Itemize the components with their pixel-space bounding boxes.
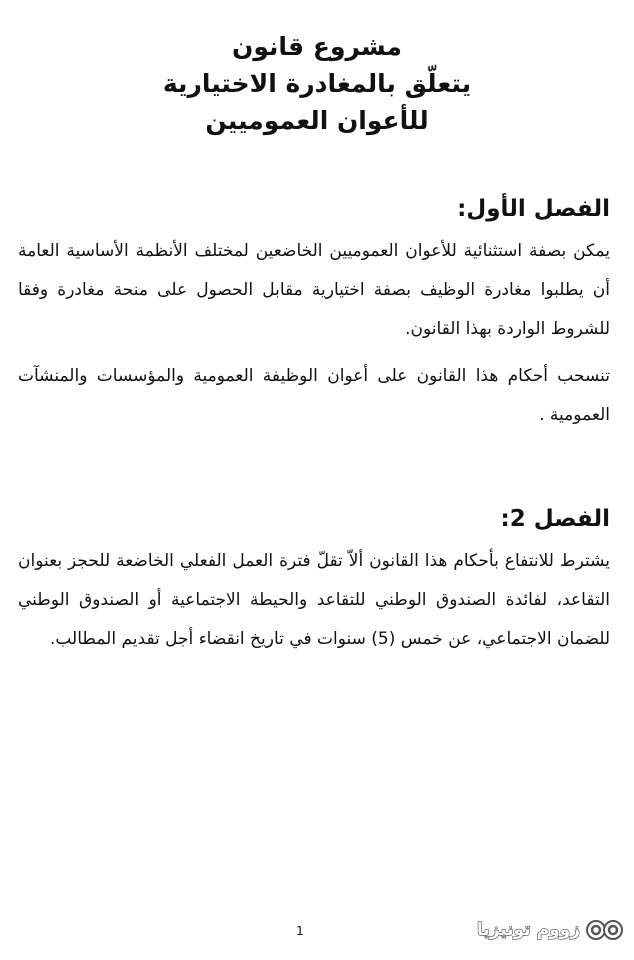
chapter-1-paragraph-2: تنسحب أحكام هذا القانون على أعوان الوظيفة العمومية والمؤسسات والمنشآت العمومية . bbox=[18, 366, 610, 425]
title-line-2: يتعلّق بالمغادرة الاختيارية bbox=[162, 69, 472, 98]
title-line-3: للأعوان العموميين bbox=[205, 106, 429, 135]
title-line-1: مشروع قانون bbox=[232, 32, 402, 61]
chapter-1-heading: الفصل الأول: bbox=[457, 196, 610, 222]
chapter-2-heading: الفصل 2: bbox=[500, 506, 610, 532]
zoom-binoculars-logo-icon bbox=[586, 918, 624, 942]
document-title bbox=[60, 28, 574, 140]
watermark-text: زووم تونيزيا bbox=[476, 920, 580, 940]
chapter-1 bbox=[18, 196, 610, 443]
chapter-2 bbox=[18, 506, 610, 667]
chapter-2-paragraph-1: يشترط للانتفاع بأحكام هذا القانون ألاّ تقلّ فترة العمل الفعلي الخاضعة للحجز بعنوان التقاعد، لفائدة الصندوق الوطني للتقاعد والحيطة الاجتماعية أو الصندوق الوطني للضمان الاجتماعي، عن خمس (5) سنوات في تاريخ انقضاء أجل تقديم المطالب. bbox=[18, 551, 610, 649]
page-number: 1 bbox=[296, 924, 304, 938]
chapter-1-paragraph-1: يمكن بصفة استثنائية للأعوان العموميين الخاضعين لمختلف الأنظمة الأساسية العامة أن يطلبوا مغادرة الوظيف بصفة اختيارية مقابل الحصول على منحة مغادرة وفقا للشروط الواردة بهذا القانون. bbox=[18, 241, 610, 339]
watermark bbox=[477, 916, 624, 944]
